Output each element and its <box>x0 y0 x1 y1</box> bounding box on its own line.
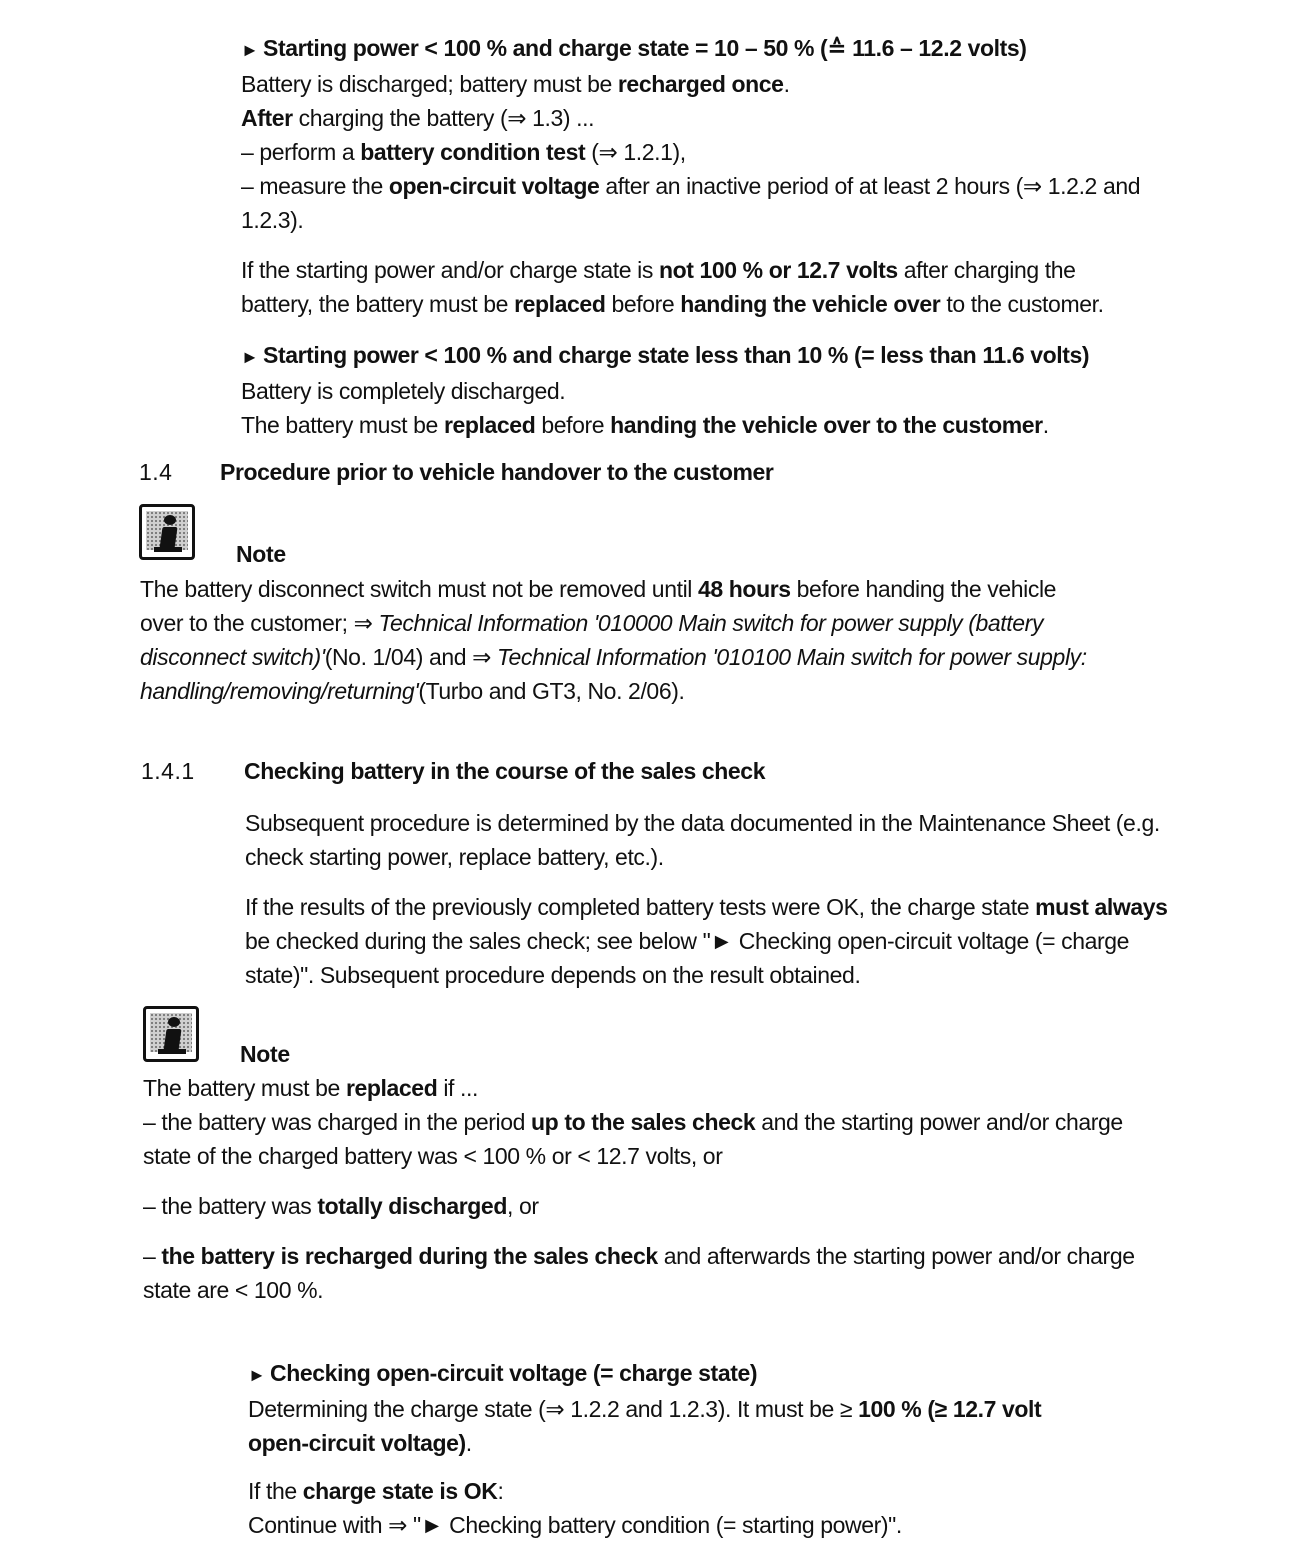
text-line: open-circuit voltage). <box>248 1430 472 1456</box>
subheading-checking-ocv: ► Checking open-circuit voltage (= charge state) <box>248 1360 758 1386</box>
note-label: Note <box>240 1041 290 1067</box>
triangle-bullet-icon: ► <box>248 1365 271 1385</box>
section-title: Procedure prior to vehicle handover to the customer <box>220 459 774 485</box>
paragraph-not-100 <box>241 253 1291 321</box>
paragraph-charge-ok <box>248 1474 1298 1542</box>
subsection-number: 1.4.1 <box>141 758 195 784</box>
text-line: handling/removing/returning'(Turbo and GT3, No. 2/06). <box>140 678 685 704</box>
note-text <box>140 572 1290 708</box>
reference-link: ⇒ Technical Information '010000 Main switch for power supply (battery <box>353 610 1044 636</box>
info-icon <box>139 504 195 560</box>
text-line: After charging the battery (⇒ 1.3) ... <box>241 105 595 131</box>
text-line: state are < 100 %. <box>143 1277 324 1303</box>
text-line: – perform a battery condition test (⇒ 1.2.1), <box>241 139 686 165</box>
text-line: – the battery was charged in the period up to the sales check and the starting power and/or charge <box>143 1109 1123 1135</box>
reference-link: handling/removing/returning' <box>140 678 419 704</box>
subheading-discharged: ► Starting power < 100 % and charge state = 10 – 50 % (≙ 11.6 – 12.2 volts) <box>241 35 1027 61</box>
text-line: If the results of the previously completed battery tests were OK, the charge state must always <box>245 894 1168 920</box>
subheading-completely-discharged: ► Starting power < 100 % and charge state less than 10 % (= less than 11.6 volts) <box>241 342 1090 368</box>
note-text <box>143 1071 1293 1307</box>
text-line: 1.2.3). <box>241 207 304 233</box>
text-line: – the battery was totally discharged, or <box>143 1193 539 1219</box>
triangle-bullet-icon: ► <box>241 347 264 367</box>
reference-link: disconnect switch)' <box>140 644 325 670</box>
info-icon <box>143 1006 199 1062</box>
text-line: check starting power, replace battery, etc.). <box>245 844 664 870</box>
text-line: over to the customer; ⇒ Technical Information '010000 Main switch for power supply (battery <box>140 610 1044 636</box>
text-line: The battery must be replaced if ... <box>143 1075 478 1101</box>
reference-link: ⇒ Technical Information '010100 Main switch for power supply: <box>472 644 1087 670</box>
section-completely-discharged <box>241 338 1291 442</box>
section-number: 1.4 <box>139 459 173 485</box>
text-line: If the charge state is OK: <box>248 1478 504 1504</box>
text-line: Continue with ⇒ "► Checking battery condition (= starting power)". <box>248 1512 902 1538</box>
text-line: – measure the open-circuit voltage after an inactive period of at least 2 hours (⇒ 1.2.2 and <box>241 173 1141 199</box>
text-line: be checked during the sales check; see below "► Checking open-circuit voltage (= charge <box>245 928 1130 954</box>
text-line: If the starting power and/or charge state is not 100 % or 12.7 volts after charging the <box>241 257 1076 283</box>
text-line: Battery is completely discharged. <box>241 378 566 404</box>
text-line: state of the charged battery was < 100 % or < 12.7 volts, or <box>143 1143 723 1169</box>
section-checking-ocv <box>248 1356 1298 1460</box>
text-line: Subsequent procedure is determined by the data documented in the Maintenance Sheet (e.g. <box>245 810 1160 836</box>
paragraph-results-ok <box>245 890 1305 992</box>
note-label: Note <box>236 541 286 567</box>
text-line: – the battery is recharged during the sales check and afterwards the starting power and/or charge <box>143 1243 1135 1269</box>
text-line: The battery disconnect switch must not be removed until 48 hours before handing the vehicle <box>140 576 1057 602</box>
text-line: The battery must be replaced before handing the vehicle over to the customer. <box>241 412 1049 438</box>
subsection-title: Checking battery in the course of the sales check <box>244 758 766 784</box>
text-line: Determining the charge state (⇒ 1.2.2 and 1.2.3). It must be ≥ 100 % (≥ 12.7 volt <box>248 1396 1042 1422</box>
text-line: Battery is discharged; battery must be recharged once. <box>241 71 790 97</box>
paragraph-subsequent-procedure <box>245 806 1295 874</box>
text-line: state)". Subsequent procedure depends on the result obtained. <box>245 962 861 988</box>
text-line: disconnect switch)'(No. 1/04) and ⇒ Technical Information '010100 Main switch for power supply: <box>140 644 1087 670</box>
triangle-bullet-icon: ► <box>241 40 264 60</box>
section-discharged <box>241 31 1291 237</box>
text-line: battery, the battery must be replaced before handing the vehicle over to the customer. <box>241 291 1104 317</box>
